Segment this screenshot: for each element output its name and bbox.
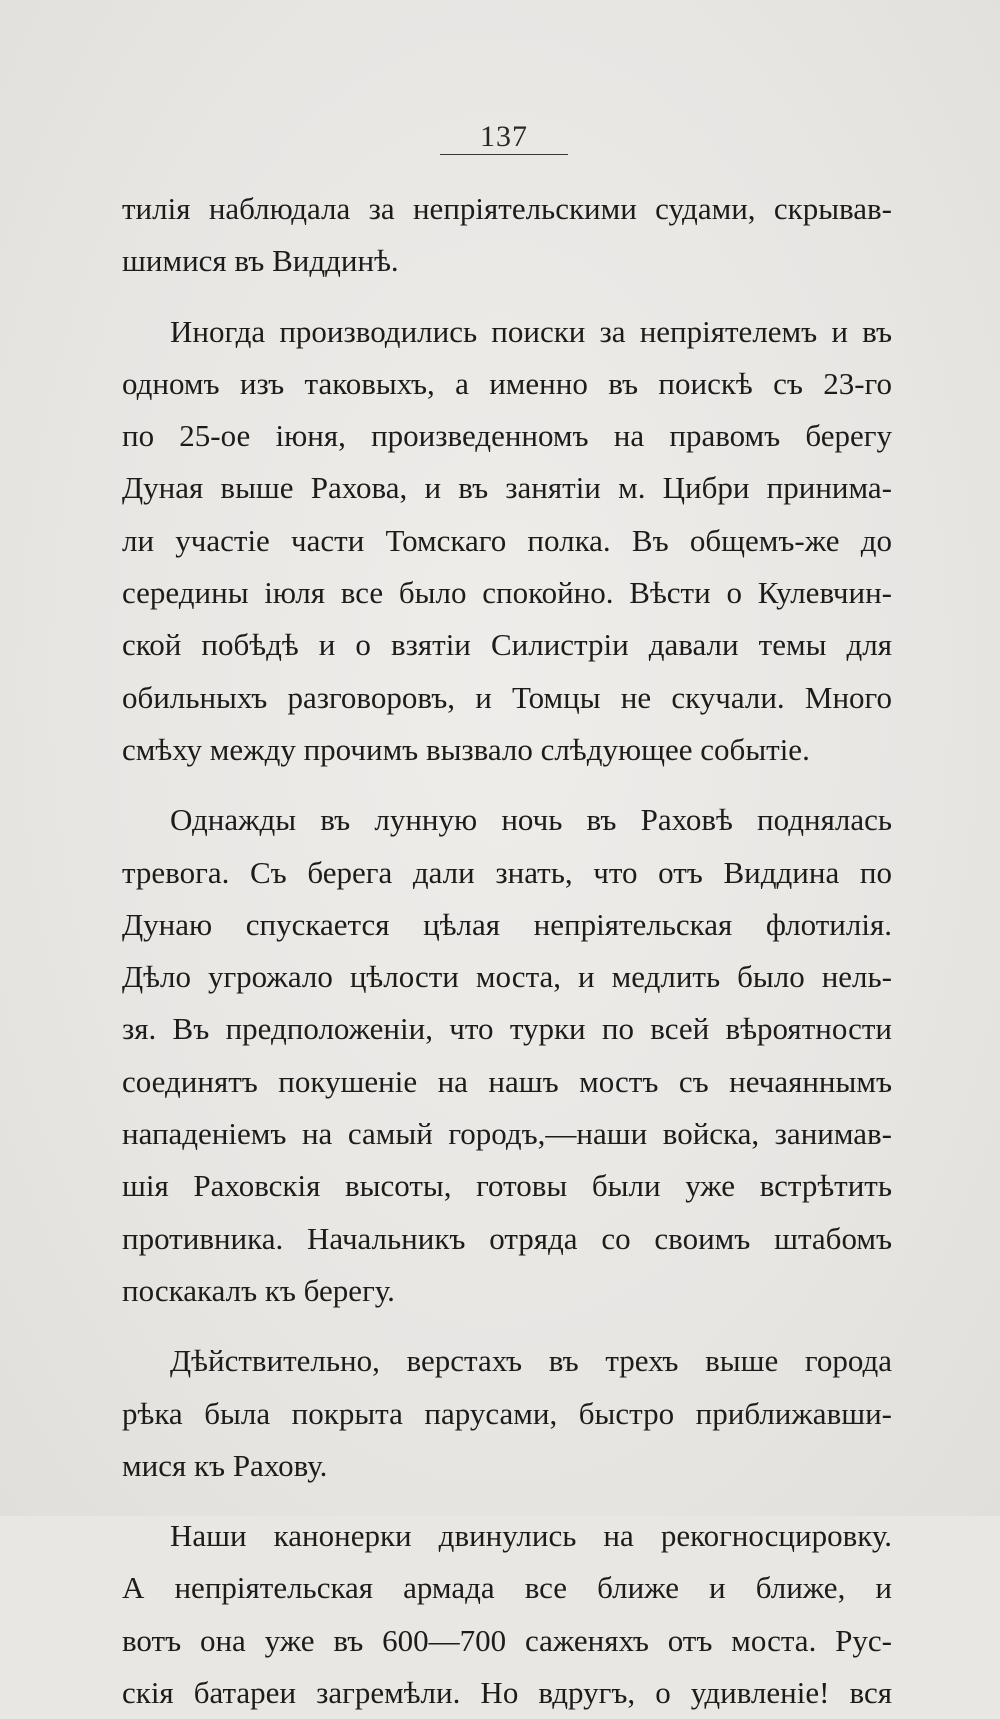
page-number: 137 (480, 120, 528, 153)
paragraph-5 (122, 1510, 892, 1719)
text-line: А непріятельская армада все ближе и ближе, и (122, 1570, 892, 1606)
text-line: нападеніемъ на самый городъ,—наши войска, занимав- (122, 1116, 892, 1152)
body-text (122, 183, 892, 1719)
text-line: противника. Начальникъ отряда со своимъ штабомъ (122, 1220, 892, 1256)
text-line: смѣху между прочимъ вызвало слѣдующее событіе. (122, 731, 810, 767)
text-line: ской побѣдѣ и о взятіи Силистріи давали темы для (122, 627, 892, 663)
text-line: Однажды въ лунную ночь въ Раховѣ поднялась (170, 802, 892, 838)
text-line: тревога. Съ берега дали знать, что отъ Виддина по (122, 854, 892, 890)
text-line: Дѣло угрожало цѣлости моста, и медлить было нель- (122, 959, 892, 995)
text-line: мися къ Рахову. (122, 1447, 328, 1483)
text-line: поскакалъ къ берегу. (122, 1272, 395, 1308)
text-line: Дунаю спускается цѣлая непріятельская флотилія. (122, 906, 892, 942)
text-line: зя. Въ предположеніи, что турки по всей вѣроятности (122, 1011, 892, 1047)
text-line: Дуная выше Рахова, и въ занятіи м. Цибри принима- (122, 470, 892, 506)
text-line: тилія наблюдала за непріятельскими судами, скрывав- (122, 191, 892, 226)
text-line: соединятъ покушеніе на нашъ мостъ съ нечаяннымъ (122, 1063, 892, 1099)
text-line: одномъ изъ таковыхъ, а именно въ поискѣ съ 23-го (122, 365, 892, 401)
text-line: Наши канонерки двинулись на рекогносцировку. (170, 1518, 892, 1554)
paragraph-2 (122, 306, 892, 777)
paragraph-1 (122, 183, 892, 288)
text-line: Дѣйствительно, верстахъ въ трехъ выше города (170, 1343, 892, 1379)
text-line: шимися въ Виддинѣ. (122, 243, 399, 279)
paragraph-3 (122, 794, 892, 1317)
text-line: ли участіе части Томскаго полка. Въ общемъ-же до (122, 522, 892, 558)
text-line: шія Раховскія высоты, готовы были уже встрѣтить (122, 1168, 892, 1204)
text-line: рѣка была покрыта парусами, быстро приближавши- (122, 1395, 892, 1431)
text-line: Иногда производились поиски за непріятелемъ и въ (170, 313, 892, 349)
text-line: обильныхъ разговоровъ, и Томцы не скучали. Много (122, 679, 892, 715)
text-line: середины іюля все было спокойно. Вѣсти о Кулевчин- (122, 575, 892, 611)
paragraph-4 (122, 1335, 892, 1492)
text-line: по 25-ое іюня, произведенномъ на правомъ берегу (122, 418, 892, 454)
text-line: вотъ она уже въ 600—700 саженяхъ отъ моста. Рус- (122, 1622, 892, 1658)
text-line: скія батареи загремѣли. Но вдругъ, о удивленіе! вся (122, 1675, 892, 1711)
header-rule (440, 154, 568, 155)
